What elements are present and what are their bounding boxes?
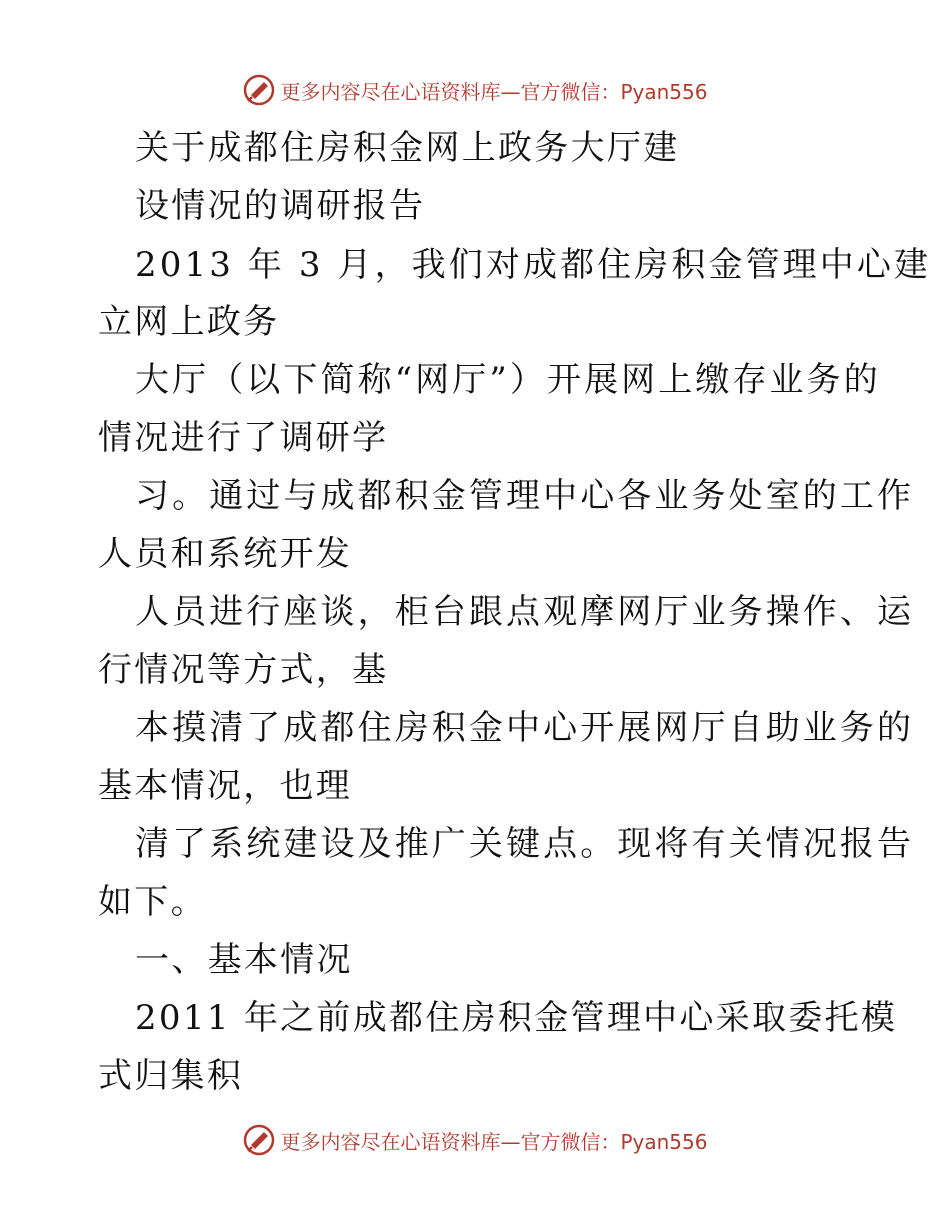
body-line: 本摸清了成都住房积金中心开展网厅自助业务的 <box>135 708 915 748</box>
body-line: 基本情况，也理 <box>98 766 353 806</box>
title-line-1: 关于成都住房积金网上政务大厅建 <box>135 128 680 168</box>
header-watermark <box>0 70 950 110</box>
section-heading: 一、基本情况 <box>135 940 353 980</box>
body-line: 行情况等方式，基 <box>98 650 389 690</box>
body-line: 2011 年之前成都住房积金管理中心采取委托模 <box>135 998 898 1038</box>
logo-icon <box>242 73 276 107</box>
body-line: 式归集积 <box>98 1056 244 1096</box>
watermark-text: 更多内容尽在心语资料库—官方微信：Pyan556 <box>280 79 708 104</box>
body-line: 人员和系统开发 <box>98 534 353 574</box>
body-line: 立网上政务 <box>98 302 280 342</box>
body-line: 大厅（以下简称“网厅”）开展网上缴存业务的 <box>135 360 881 400</box>
body-line: 2013 年 3 月，我们对成都住房积金管理中心建 <box>135 245 932 285</box>
body-line: 习。通过与成都积金管理中心各业务处室的工作 <box>135 476 915 516</box>
title-line-2: 设情况的调研报告 <box>135 186 426 226</box>
body-line: 人员进行座谈，柜台跟点观摩网厅业务操作、运 <box>135 592 915 632</box>
body-line: 清了系统建设及推广关键点。现将有关情况报告 <box>135 824 915 864</box>
watermark-text: 更多内容尽在心语资料库—官方微信：Pyan556 <box>280 1129 708 1154</box>
logo-icon <box>242 1123 276 1157</box>
body-line: 如下。 <box>98 882 207 922</box>
footer-watermark <box>0 1120 950 1160</box>
body-line: 情况进行了调研学 <box>98 418 389 458</box>
